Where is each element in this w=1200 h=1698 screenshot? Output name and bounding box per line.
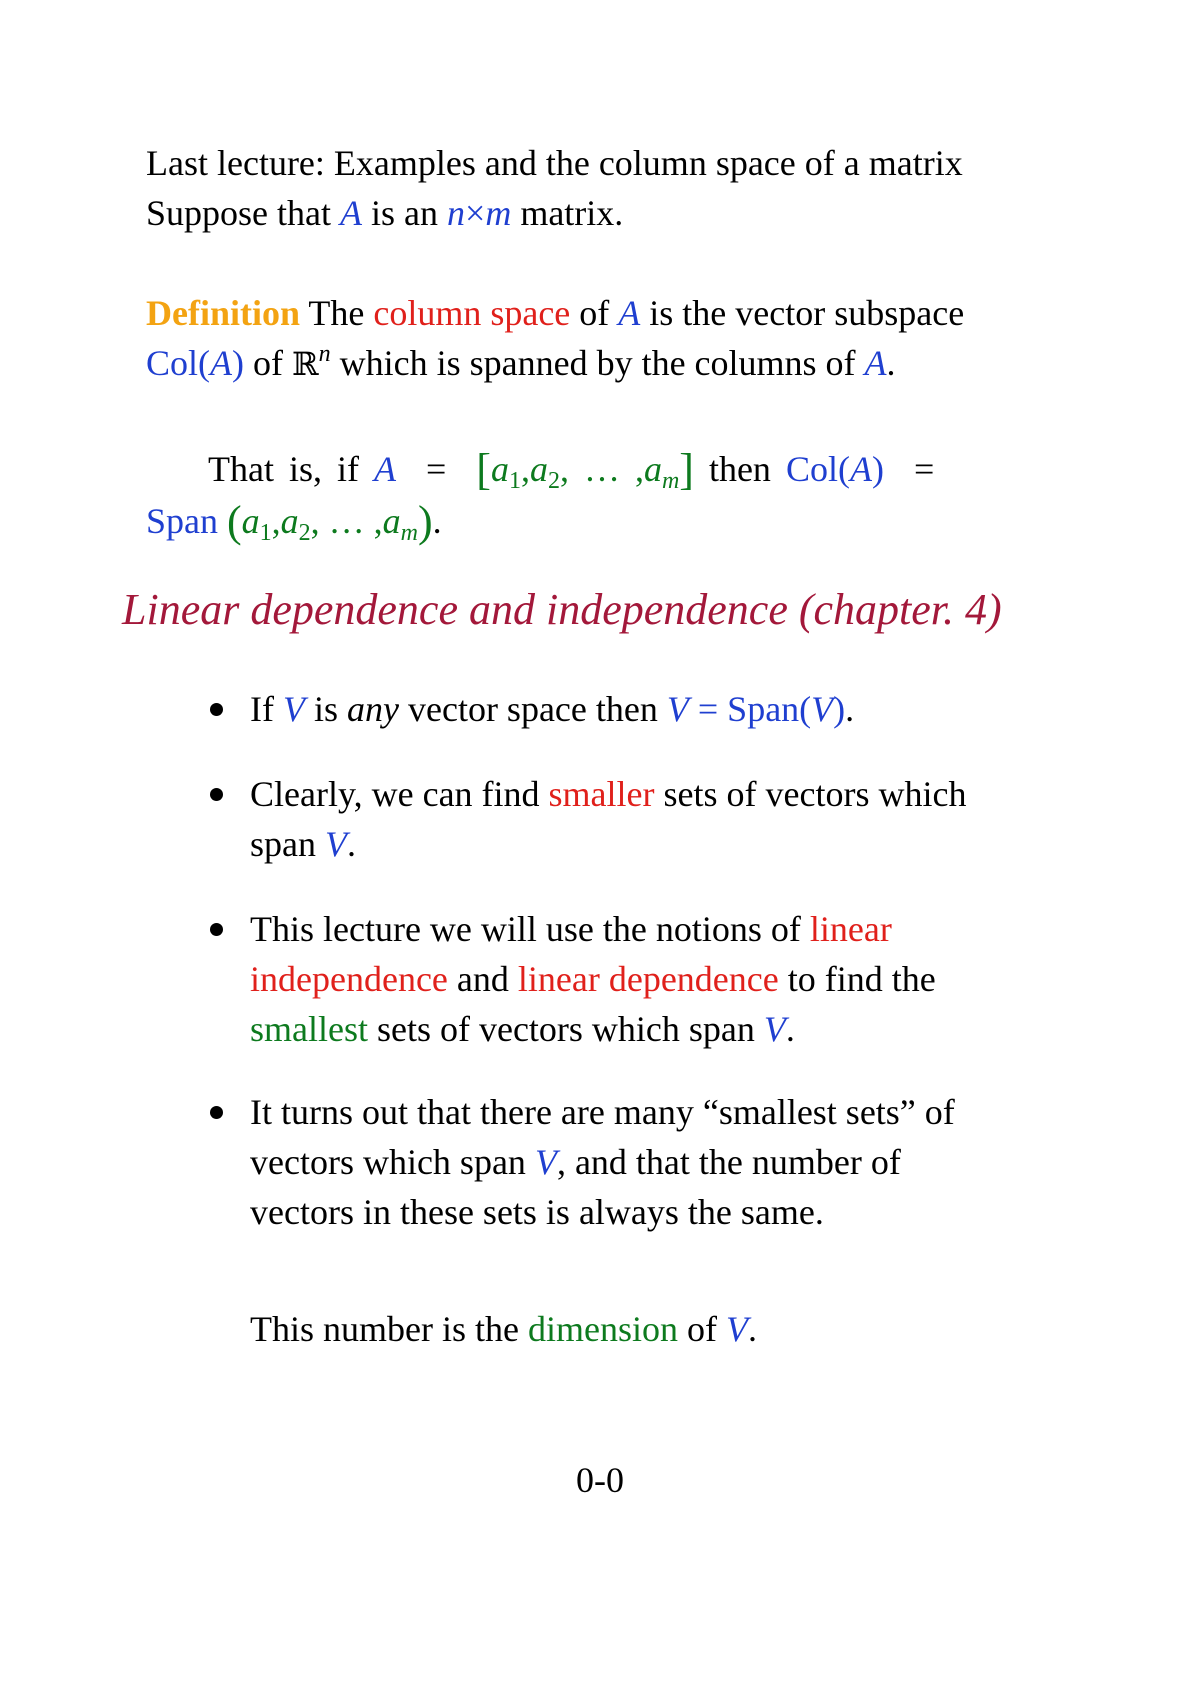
math-R-n: ℝ$^n$ <box>292 341 331 383</box>
bullet-3-line-1: This lecture we will use the notions of linear <box>250 909 892 949</box>
dimension-line: This number is the dimension of V. <box>250 1309 757 1349</box>
bullet-dot <box>210 923 223 936</box>
math-col-A: Col(A) <box>785 449 884 489</box>
math-n: n <box>447 193 465 233</box>
intro-line-1: Last lecture: Examples and the column space of a matrix <box>146 143 963 183</box>
matrix-columns: [$a_1,a_2$, … $,a_m$] <box>476 445 694 494</box>
bullet-2-line-1: Clearly, we can find smaller sets of vectors which <box>250 774 967 814</box>
page-number: 0-0 <box>576 1460 624 1500</box>
math-col-A: Col(A) <box>146 343 245 383</box>
definition-line-2: Col(A) of ℝ$^n$ which is spanned by the columns of A. <box>146 341 896 383</box>
bullet-4-line-2: vectors which span V, and that the number of <box>250 1142 901 1182</box>
term-dimension: dimension <box>527 1309 678 1349</box>
bullet-dot <box>210 703 223 716</box>
section-heading: Linear dependence and independence (chapter. 4) <box>122 585 1002 634</box>
math-V-equals-span: V = Span(V) <box>666 689 846 729</box>
definition-label: Definition <box>146 293 301 333</box>
bullet-4-line-1: It turns out that there are many “smallest sets” of <box>250 1092 955 1132</box>
bullet-4-line-3: vectors in these sets is always the same. <box>250 1192 824 1232</box>
term-linear-dependence: linear dependence <box>517 959 779 999</box>
term-linear: linear <box>809 909 892 949</box>
that-is-line-2: Span ($a_1,a_2$, … $,a_m$). <box>146 497 442 546</box>
term-smallest: smallest <box>250 1009 368 1049</box>
bullet-dot <box>210 788 223 801</box>
bullet-1: If V is any vector space then V = Span(V). <box>250 689 855 729</box>
term-smaller: smaller <box>548 774 655 814</box>
bullet-dot <box>210 1106 223 1119</box>
bullet-3-line-3: smallest sets of vectors which span V. <box>250 1009 795 1049</box>
definition-line-1: Definition The column space of A is the vector subspace <box>146 293 965 333</box>
term-independence: independence <box>250 959 448 999</box>
intro-line-2: Suppose that A is an n×m matrix. <box>146 193 624 233</box>
math-span: Span <box>146 501 218 541</box>
math-A: A <box>340 193 362 233</box>
bullet-2-line-2: span V. <box>250 824 356 864</box>
bullet-3-line-2: independence and linear dependence to find the <box>250 959 936 999</box>
math-m: m <box>485 193 512 233</box>
span-vectors: ($a_1,a_2$, … $,a_m$) <box>227 497 433 546</box>
term-column-space: column space <box>373 293 571 333</box>
that-is-line-1: That is, if $A = [a_1,a_2$, … $,a_m$] then Col(A) = <box>208 445 935 494</box>
